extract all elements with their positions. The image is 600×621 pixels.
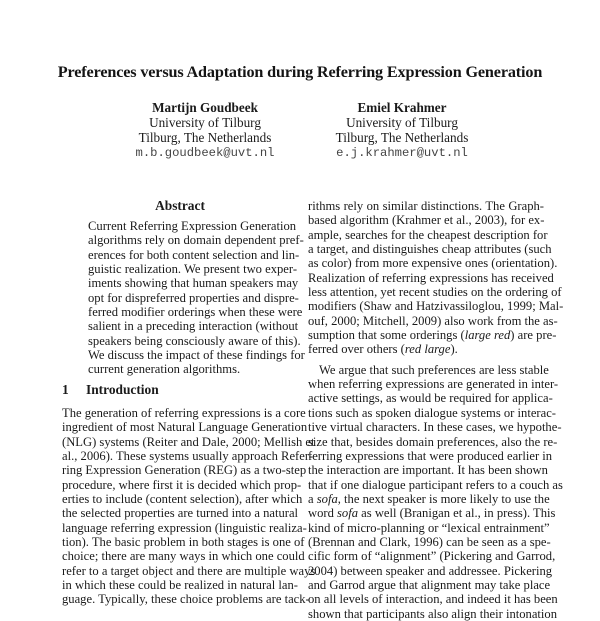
emphasized-text: red large bbox=[404, 342, 451, 357]
text-line: based algorithm (Krahmer et al., 2003), for ex- bbox=[308, 213, 545, 228]
text-line: ferred over others (red large). bbox=[308, 342, 458, 357]
text-line: guistic realization. We present two exper- bbox=[88, 262, 298, 277]
author-email: m.b.goudbeek@uvt.nl bbox=[135, 145, 275, 160]
intro-right-column bbox=[308, 199, 564, 621]
text-line: ferred modifier orderings when these were bbox=[88, 305, 303, 320]
text-line: The generation of referring expressions is a core bbox=[62, 406, 306, 420]
text-line: (Brennan and Clark, 1996) can be seen as a spe- bbox=[308, 534, 551, 549]
text-line: iments showing that human speakers may bbox=[88, 276, 299, 291]
text-line: tion). The basic problem in both stages is one of bbox=[62, 535, 305, 550]
text-line: procedure, where first it is decided which prop- bbox=[62, 477, 302, 492]
intro-left-column bbox=[62, 406, 316, 607]
text-line: ingredient of most Natural Language Generation bbox=[62, 420, 308, 435]
emphasized-text: sofa bbox=[316, 491, 338, 506]
text-line: in which these could be realized in natural lan- bbox=[62, 578, 298, 593]
text-line: We argue that such preferences are less stable bbox=[319, 362, 549, 377]
text-line: kind of micro-planning or “lexical entrainment” bbox=[308, 520, 550, 535]
emphasized-text: large red bbox=[464, 328, 511, 343]
author-block bbox=[302, 100, 502, 161]
text-line: language referring expression (linguistic realiza- bbox=[62, 520, 307, 535]
text-line: that if one dialogue participant refers to a couch as bbox=[308, 477, 563, 492]
text-line: tions such as spoken dialogue systems or interac- bbox=[308, 405, 556, 420]
text-line: al., 2006). These systems usually approach Refer- bbox=[62, 449, 313, 464]
section-number: 1 bbox=[62, 382, 69, 397]
author-email: e.j.krahmer@uvt.nl bbox=[336, 145, 468, 160]
text-line: ferring expressions that were produced earlier in bbox=[308, 448, 553, 463]
text-line: size that, besides domain preferences, also the re- bbox=[308, 434, 558, 449]
text-line: erties to include (content selection), after which bbox=[62, 492, 303, 507]
text-line: We discuss the impact of these findings for bbox=[88, 348, 305, 363]
text-line: shown that participants also align their intonation bbox=[308, 606, 558, 621]
text-line: ample, searches for the cheapest description for bbox=[308, 227, 548, 242]
text-line: salient in a preceding interaction (without bbox=[88, 319, 299, 334]
text-line: active settings, as would be required for applica- bbox=[308, 391, 553, 406]
text-line: choice; there are many ways in which one could bbox=[62, 549, 305, 564]
text-line: Realization of referring expressions has received bbox=[308, 270, 554, 285]
text-line: ring Expression Generation (REG) as a two-step bbox=[62, 463, 307, 478]
abstract-body bbox=[88, 219, 305, 377]
text-line: a target, and distinguishes cheap attributes (such bbox=[308, 242, 552, 257]
text-line: guage. Typically, these choice problems are tack- bbox=[62, 592, 310, 607]
paper-title: Preferences versus Adaptation during Referring Expression Generation bbox=[57, 63, 543, 81]
text-line: 2004) between speaker and addressee. Pickering bbox=[308, 563, 553, 578]
author-block bbox=[105, 100, 305, 161]
text-line: ouf, 2000; Mitchell, 2009) also work from the as- bbox=[308, 313, 558, 328]
text-line: speakers being consciously aware of this). bbox=[88, 333, 301, 348]
text-line: tive virtual characters. In these cases, we hypothe- bbox=[308, 420, 562, 435]
text-line: modifiers (Shaw and Hatzivassiloglou, 1999; Mal- bbox=[308, 299, 564, 314]
text-line: current generation algorithms. bbox=[88, 362, 241, 377]
text-line: opt for dispreferred properties and dispre- bbox=[88, 290, 299, 305]
author-name: Martijn Goudbeek bbox=[152, 100, 258, 115]
author-affiliation: University of Tilburg bbox=[149, 115, 261, 131]
text-line: refer to a target object and there are multiple ways bbox=[62, 563, 316, 578]
text-line: algorithms rely on domain dependent pref- bbox=[88, 233, 304, 248]
text-line: rithms rely on similar distinctions. The Graph- bbox=[308, 199, 544, 213]
text-line: when referring expressions are generated in inter- bbox=[308, 377, 559, 392]
text-line: and Garrod argue that alignment may take place bbox=[308, 577, 551, 592]
author-name: Emiel Krahmer bbox=[357, 100, 447, 115]
text-line: the interaction are important. It has been shown bbox=[308, 463, 548, 478]
text-line: as color) from more expensive ones (orientation). bbox=[308, 256, 558, 271]
text-line: (NLG) systems (Reiter and Dale, 2000; Mellish et bbox=[62, 434, 315, 449]
text-line: erences for both content selection and lin- bbox=[88, 247, 300, 262]
text-line: sumption that some orderings (large red) are pre- bbox=[308, 328, 557, 343]
text-line: on all levels of interaction, and indeed it has been bbox=[308, 592, 558, 607]
abstract-heading: Abstract bbox=[155, 198, 205, 213]
text-line: the selected properties are turned into a natural bbox=[62, 506, 299, 521]
section-title: Introduction bbox=[86, 382, 159, 397]
text-line: a sofa, the next speaker is more likely to use the bbox=[308, 491, 550, 506]
text-line: word sofa as well (Branigan et al., in press). This bbox=[308, 506, 556, 521]
text-line: Current Referring Expression Generation bbox=[88, 219, 297, 233]
author-location: Tilburg, The Netherlands bbox=[138, 130, 272, 146]
text-line: less attention, yet recent studies on the ordering of bbox=[308, 285, 562, 300]
author-location: Tilburg, The Netherlands bbox=[335, 130, 469, 146]
emphasized-text: sofa bbox=[337, 506, 359, 521]
section-heading bbox=[62, 382, 159, 398]
author-affiliation: University of Tilburg bbox=[346, 115, 458, 131]
text-line: cific form of “alignment” (Pickering and Garrod, bbox=[308, 549, 556, 564]
